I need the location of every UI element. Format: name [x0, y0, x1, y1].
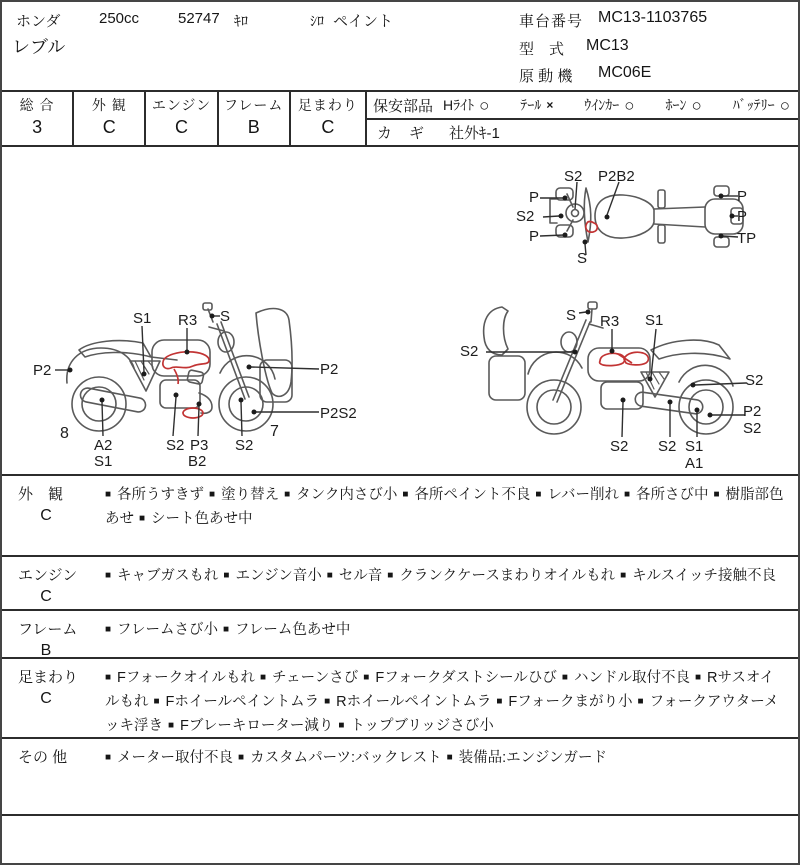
section-label: エンジン — [18, 567, 78, 584]
grade-value: C — [175, 117, 188, 137]
grade-label: 総 合 — [19, 97, 55, 113]
bullet-icon: ■ — [105, 570, 112, 581]
bullet-icon: ■ — [363, 672, 370, 683]
grade-value: C — [321, 117, 335, 137]
maker-name: ホンダ — [16, 13, 61, 30]
defect-item — [535, 487, 619, 503]
bullet-icon: ■ — [238, 752, 245, 763]
grade-cell — [219, 92, 291, 145]
bullet-icon: ■ — [694, 672, 701, 683]
section-undercarriage — [2, 657, 798, 737]
grade-label: エンジン — [151, 97, 212, 113]
bullet-icon: ■ — [153, 696, 160, 707]
defect-text: Rホイールペイントムラ — [336, 694, 492, 710]
defect-text: 各所うすきず — [117, 487, 205, 503]
defect-item — [105, 750, 233, 766]
model-code-value: MC13 — [586, 37, 629, 54]
defect-item — [496, 694, 632, 710]
engine-code-value: MC06E — [598, 64, 652, 81]
bullet-icon: ■ — [223, 570, 230, 581]
chassis-number-label: 車台番号 — [519, 13, 584, 30]
grade-cell — [2, 92, 74, 145]
diagram-label: S2 — [166, 437, 185, 454]
safety-part-status: ○ — [779, 95, 790, 115]
grade-cell — [74, 92, 146, 145]
empty-footer-band — [2, 814, 798, 865]
diagram-label: S2 — [460, 343, 479, 360]
defect-text: Rサスオイルもれ — [105, 670, 775, 710]
defect-text: チェーンさび — [272, 670, 359, 686]
defect-text: Fフォークまがり小 — [508, 694, 633, 710]
defect-item — [324, 694, 491, 710]
defect-text: フレームさび小 — [117, 622, 218, 638]
grade-safety-band — [2, 90, 798, 147]
diagram-label: P2B2 — [598, 168, 635, 185]
bullet-icon: ■ — [105, 624, 112, 635]
section-exterior — [2, 474, 798, 555]
bullet-icon: ■ — [105, 489, 112, 500]
safety-part-name: ﾊﾞｯﾃﾘｰ — [732, 97, 775, 113]
top-view-drawing — [507, 152, 797, 292]
defect-text: キルスイッチ接触不良 — [632, 568, 776, 584]
bullet-icon: ■ — [387, 570, 394, 581]
defect-item — [260, 670, 358, 686]
bullet-icon: ■ — [168, 720, 175, 731]
model-name: レブル — [12, 37, 66, 57]
diagram-label: S1 — [685, 438, 704, 455]
diagram-label: P2 — [743, 403, 762, 420]
defect-item — [168, 718, 333, 734]
diagram-label: P2 — [33, 362, 52, 379]
bullet-icon: ■ — [105, 672, 112, 683]
defect-text: フォークアウターメッキ浮き — [105, 694, 779, 734]
defect-item — [105, 568, 218, 584]
diagram-label: S2 — [235, 437, 254, 454]
defect-item — [338, 718, 493, 734]
diagram-label: S1 — [94, 453, 113, 470]
bullet-icon: ■ — [338, 720, 345, 731]
defect-list — [105, 564, 786, 588]
safety-part — [443, 95, 489, 115]
defect-item — [562, 670, 690, 686]
diagram-label: TP — [737, 230, 757, 247]
mileage-unit: ｷﾛ — [234, 13, 248, 29]
defect-text: 各所ペイント不良 — [414, 487, 531, 503]
key-label: カ ギ — [377, 125, 426, 142]
diagram-label: S2 — [745, 372, 764, 389]
body-color: ｼﾛ — [310, 13, 324, 29]
defect-item — [327, 568, 383, 584]
bullet-icon: ■ — [620, 570, 627, 581]
defect-text: トップブリッジさび小 — [350, 718, 494, 734]
bullet-icon: ■ — [324, 696, 331, 707]
defect-item — [223, 622, 350, 638]
defect-item — [238, 750, 442, 766]
bullet-icon: ■ — [561, 672, 568, 683]
diagram-label: R3 — [600, 313, 620, 330]
section-grade: C — [40, 588, 52, 605]
defect-item — [105, 622, 218, 638]
right-view-damage-marks — [600, 352, 649, 365]
defect-text: レバー削れ — [547, 487, 619, 503]
diagram-label: S1 — [133, 310, 152, 327]
diagram-label: P — [529, 189, 540, 206]
key-row — [367, 120, 798, 145]
defect-item — [284, 487, 397, 503]
grade-value: C — [102, 117, 116, 137]
safety-part — [584, 95, 634, 115]
defect-text: メーター取付不良 — [117, 750, 234, 766]
safety-part-status: ○ — [691, 95, 702, 115]
diagram-label: P — [737, 188, 748, 205]
defect-text: セル音 — [338, 568, 383, 584]
section-label: フレーム — [18, 621, 78, 638]
section-label: その 他 — [18, 749, 68, 766]
safety-part — [665, 95, 701, 115]
defect-text: エンジン音小 — [235, 568, 322, 584]
displacement: 250cc — [99, 10, 140, 27]
diagram-label: S2 — [743, 420, 762, 437]
defect-text: 各所さび中 — [636, 487, 709, 503]
diagram-label: A2 — [94, 437, 113, 454]
diagram-label: A1 — [685, 455, 704, 472]
diagram-label: B2 — [188, 453, 207, 470]
diagram-label: S — [566, 307, 577, 324]
defect-text: Fブレーキローター減り — [180, 718, 334, 734]
grade-value: B — [247, 117, 260, 137]
bullet-icon: ■ — [496, 696, 503, 707]
safety-part-status: ○ — [624, 95, 635, 115]
defect-list — [105, 483, 786, 531]
bullet-icon: ■ — [284, 489, 291, 500]
safety-parts-list — [443, 95, 790, 115]
bullet-icon: ■ — [259, 672, 267, 683]
bullet-icon: ■ — [637, 696, 644, 707]
engine-code-label: 原 動 機 — [519, 68, 573, 85]
safety-parts-row — [367, 92, 798, 120]
safety-part — [520, 95, 553, 115]
chassis-number-value: MC13-1103765 — [598, 9, 708, 26]
defect-list — [105, 746, 786, 770]
defect-item — [387, 568, 615, 584]
grade-value: 3 — [32, 117, 43, 137]
bullet-icon: ■ — [446, 752, 453, 763]
defect-item — [105, 670, 255, 686]
paint-note: ペイント — [333, 13, 394, 30]
defect-text: 塗り替え — [221, 487, 280, 503]
safety-part-name: Hﾗｲﾄ — [443, 97, 475, 113]
safety-parts-title: 保安部品 — [373, 97, 434, 115]
defect-item — [447, 750, 607, 766]
top-view-bike — [550, 186, 743, 247]
diagram-label: P3 — [190, 437, 209, 454]
defect-text: シート色あせ中 — [151, 511, 253, 527]
defect-text: カスタムパーツ:バックレスト — [250, 750, 442, 766]
section-grade: B — [40, 642, 52, 659]
diagram-label: S2 — [610, 438, 629, 455]
defect-text: Fホイールペイントムラ — [165, 694, 320, 710]
safety-part — [733, 95, 790, 115]
diagram-label: S2 — [564, 168, 583, 185]
section-frame — [2, 609, 798, 657]
mileage-value: 52747 — [178, 10, 220, 27]
grade-label: フレーム — [223, 97, 284, 113]
section-engine — [2, 555, 798, 609]
diagram-label: P2 — [320, 361, 339, 378]
defect-item — [620, 568, 776, 584]
defect-item — [154, 694, 320, 710]
bullet-icon: ■ — [139, 513, 146, 524]
safety-part-status: × — [546, 98, 554, 112]
bullet-icon: ■ — [623, 489, 630, 500]
top-view-damage-mark — [586, 222, 597, 233]
diagram-label: S2 — [516, 208, 535, 225]
grade-label: 外 観 — [91, 97, 127, 113]
top-view-pointer-lines — [540, 182, 738, 255]
defect-text: 装備品:エンジンガード — [458, 750, 607, 766]
diagram-label: P — [737, 208, 748, 225]
diagram-number: 8 — [60, 425, 69, 442]
defect-item — [624, 487, 709, 503]
diagram-label: R3 — [178, 312, 198, 329]
grade-cell — [146, 92, 218, 145]
model-code-label: 型 式 — [519, 41, 565, 58]
diagram-label: S2 — [658, 438, 677, 455]
diagram-number: 7 — [270, 423, 279, 440]
section-label: 足まわり — [18, 669, 79, 686]
section-label: 外 観 — [18, 486, 64, 503]
section-grade: C — [40, 690, 52, 707]
diagram-label: S — [220, 308, 231, 325]
bullet-icon: ■ — [713, 489, 720, 500]
bullet-icon: ■ — [326, 570, 333, 581]
defect-item — [139, 511, 253, 527]
grade-cell — [291, 92, 367, 145]
diagram-label: S — [577, 250, 588, 267]
bullet-icon: ■ — [209, 489, 216, 500]
bullet-icon: ■ — [222, 624, 230, 635]
section-other — [2, 737, 798, 814]
defect-item — [223, 568, 321, 584]
safety-parts-box — [367, 92, 798, 145]
grade-label: 足まわり — [297, 97, 358, 113]
defect-text: 樹脂部色あせ — [105, 487, 784, 527]
grade-summary — [2, 92, 367, 145]
defect-text: フレーム色あせ中 — [235, 622, 351, 638]
key-value: 社外ｷ-1 — [449, 125, 500, 142]
defect-list — [105, 666, 786, 738]
safety-part-status: ○ — [479, 95, 490, 115]
damage-diagram-area — [2, 147, 798, 474]
diagram-label: P2S2 — [320, 405, 357, 422]
defect-text: Fフォークオイルもれ — [117, 670, 255, 686]
bullet-icon: ■ — [105, 752, 112, 763]
defect-text: タンク内さび小 — [296, 487, 398, 503]
safety-part-name: ﾎｰﾝ — [665, 97, 687, 113]
section-grade: C — [40, 507, 52, 524]
defect-list — [105, 618, 786, 642]
bullet-icon: ■ — [535, 489, 542, 500]
defect-text: クランクケースまわりオイルもれ — [399, 568, 616, 584]
defect-text: ハンドル取付不良 — [573, 670, 690, 686]
diagram-label: S1 — [645, 312, 664, 329]
safety-part-name: ｳｲﾝｶｰ — [584, 97, 620, 113]
defect-item — [363, 670, 557, 686]
defect-text: キャブガスもれ — [117, 568, 219, 584]
safety-part-name: ﾃｰﾙ — [520, 97, 542, 113]
defect-item — [105, 487, 204, 503]
defect-text: Fフォークダストシールひび — [375, 670, 557, 686]
bullet-icon: ■ — [402, 489, 409, 500]
defect-item — [209, 487, 279, 503]
diagram-label: P — [529, 228, 540, 245]
defect-item — [402, 487, 530, 503]
